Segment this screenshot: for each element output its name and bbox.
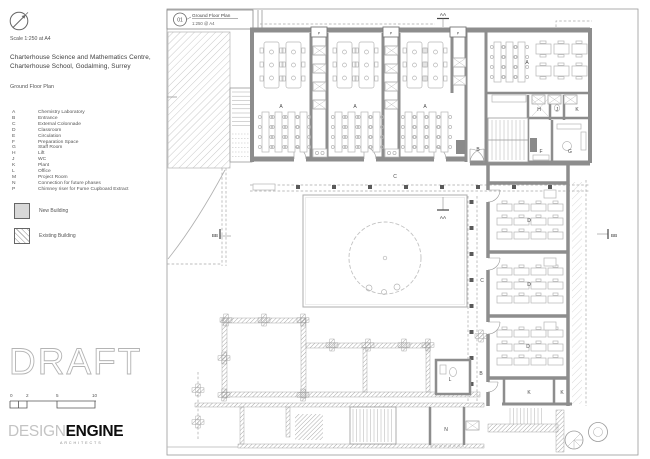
- classroom-d3-furniture: [497, 322, 563, 365]
- key-row: P Chimney riser for Fume Cupboard Extract: [12, 186, 129, 192]
- room-label-d: D: [526, 344, 530, 350]
- scale-mark-2: 2: [26, 393, 29, 398]
- key-row: N Connection for future phases: [12, 180, 101, 186]
- key-row: A Chemistry Laboratory: [12, 110, 85, 115]
- key-row: D Classroom: [12, 127, 62, 133]
- room-label-a: A: [353, 104, 357, 110]
- future-connection: [430, 407, 479, 446]
- room-label-j: J: [555, 107, 559, 113]
- section-marker-bb-right: [597, 229, 617, 239]
- logo-engine: ENGINE: [65, 423, 124, 440]
- room-label-c: C: [393, 174, 397, 180]
- room-label-a: A: [279, 104, 283, 110]
- project-title-line2: Charterhouse School, Godalming, Surrey: [10, 62, 131, 70]
- room-label-k: K: [560, 390, 564, 396]
- north-colonnade: [250, 184, 590, 191]
- bubble-scale: 1:250 @ A4: [192, 21, 215, 27]
- section-label-aa: AA: [439, 215, 447, 220]
- drawing-title: Ground Floor Plan: [10, 84, 55, 90]
- logo-design: DESIGN: [8, 423, 66, 440]
- key-row: G Staff Room: [12, 145, 63, 151]
- room-label-c: C: [480, 278, 484, 284]
- section-marker-aa-top: [437, 12, 449, 27]
- section-label-aa: AA: [439, 12, 447, 17]
- classroom-d1-furniture: [497, 190, 563, 239]
- west-staircase: [230, 88, 252, 162]
- drawing-title-bubble: [167, 10, 253, 29]
- scale-mark-0: 0: [10, 393, 13, 398]
- existing-southeast: [488, 408, 608, 452]
- room-label-d: D: [527, 282, 531, 288]
- scale-note: Scale 1:250 at A4: [10, 36, 51, 42]
- lab3-furniture: [401, 42, 451, 152]
- key-row: E Circulation: [12, 133, 62, 139]
- key-row: K Plant: [12, 163, 50, 169]
- key-row: H Lift: [12, 151, 45, 157]
- room-label-f: F: [539, 149, 543, 155]
- key-row: F Preparation Space: [12, 139, 79, 145]
- lab2-furniture: [331, 42, 383, 152]
- room-label-a: A: [423, 104, 427, 110]
- logo-architects: ARCHITECTS: [60, 441, 103, 445]
- bubble-number: 01: [177, 17, 183, 24]
- room-label-b: B: [476, 147, 480, 153]
- room-label-l: L: [448, 377, 452, 383]
- room-label-n: N: [444, 427, 448, 433]
- room-label-p: P: [389, 31, 393, 36]
- room-label-g: G: [568, 149, 572, 155]
- classroom-d2-furniture: [497, 258, 563, 303]
- section-marker-bb-left: [212, 229, 231, 239]
- room-label-p: P: [456, 31, 460, 36]
- section-label-bb: BB: [211, 233, 218, 238]
- new-building-label: New Building: [39, 208, 69, 214]
- office-pod: [436, 360, 470, 394]
- scale-mark-10: 10: [92, 393, 98, 398]
- room-label-h: H: [537, 107, 541, 113]
- lab4-furniture: [490, 41, 587, 104]
- lab1-furniture: [258, 42, 310, 152]
- section-label-bb: BB: [611, 233, 618, 238]
- draft-text: DRAFT: [9, 341, 143, 382]
- key-row: C External Colonnade: [12, 121, 81, 127]
- key-row: B Entrance: [12, 115, 58, 121]
- scale-mark-5: 5: [56, 393, 59, 398]
- key-row: L Office: [12, 169, 51, 175]
- room-label-p: P: [317, 31, 321, 36]
- existing-building-label: Existing Building: [39, 233, 76, 239]
- key-row: J WC: [12, 157, 47, 163]
- room-label-k: K: [527, 390, 531, 396]
- room-label-b: B: [479, 371, 483, 377]
- key-row: M Project Room: [12, 174, 68, 180]
- room-label-k: K: [575, 107, 579, 113]
- bubble-title: Ground Floor Plan: [192, 13, 231, 19]
- project-title-line1: Charterhouse Science and Mathematics Centre,: [10, 54, 151, 61]
- room-label-d: D: [527, 218, 531, 224]
- room-label-a: A: [525, 60, 529, 66]
- courtyard: [303, 195, 467, 307]
